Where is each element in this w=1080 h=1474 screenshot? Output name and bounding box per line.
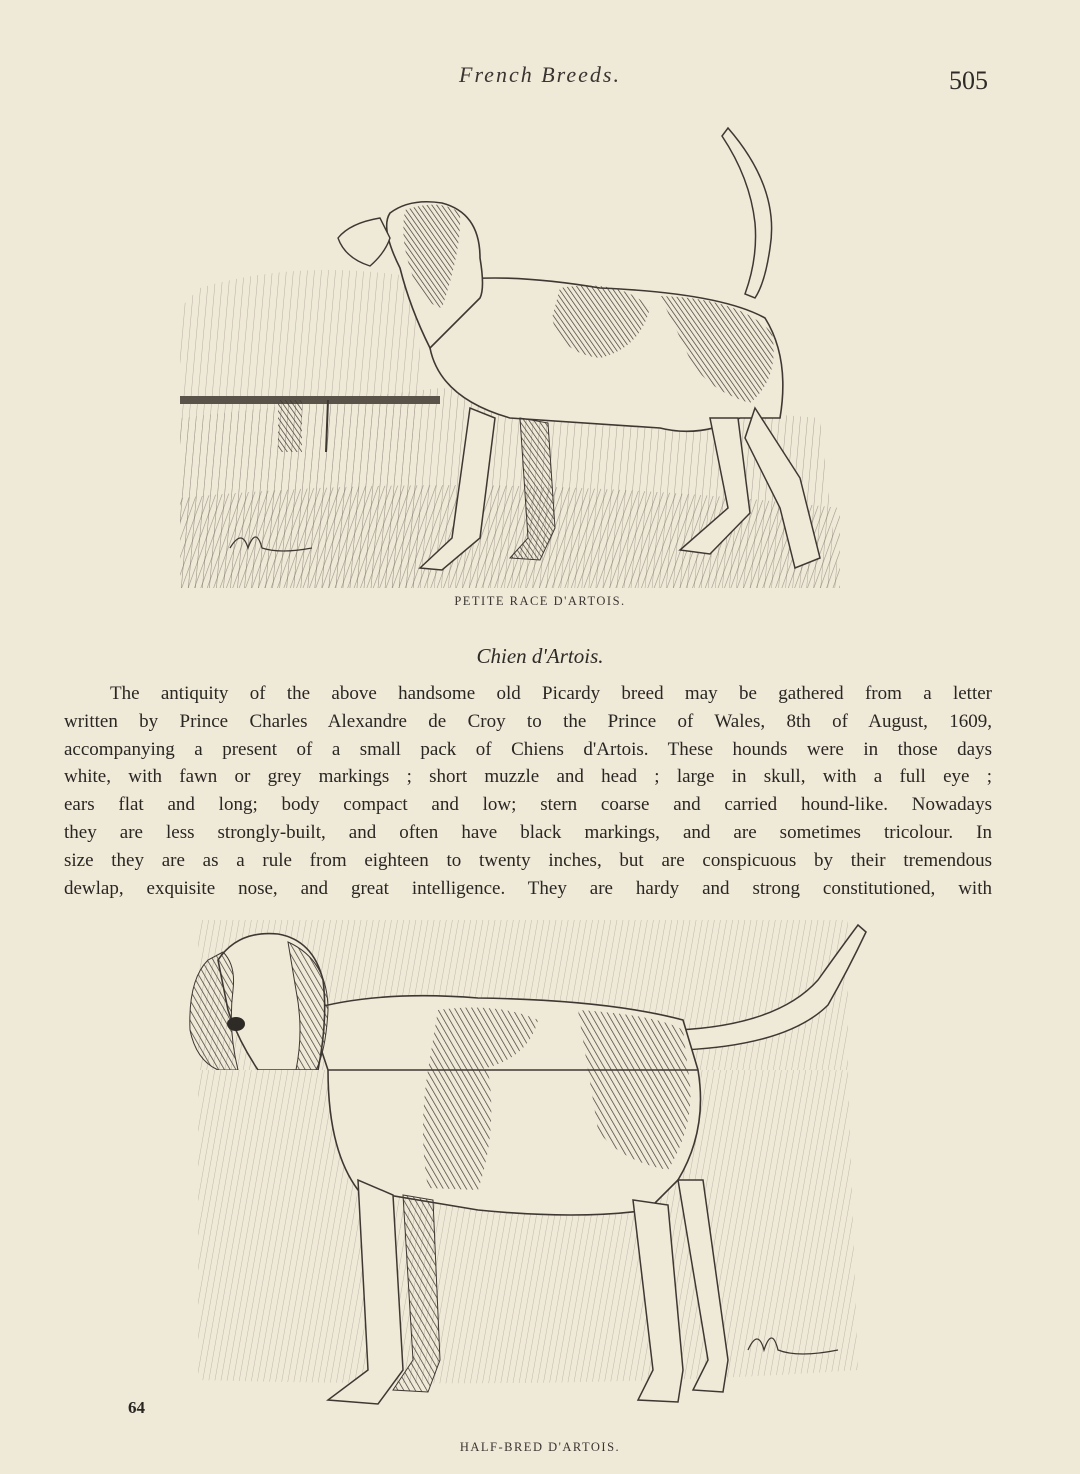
signature-mark: 64: [128, 1398, 145, 1417]
text-line: The antiquity of the above handsome old Picardy breed may be gathered from a letter: [110, 683, 992, 704]
plate-caption-top: PETITE RACE D'ARTOIS.: [454, 594, 626, 608]
text-line: white, with fawn or grey markings ; short muzzle and head ; large in skull, with a full eye ;: [64, 766, 992, 788]
text-line: size they are as a rule from eighteen to twenty inches, but are conspicuous by their tremendous: [64, 849, 992, 871]
body-paragraph: [64, 680, 992, 902]
section-heading: Chien d'Artois.: [476, 644, 604, 668]
page-number: 505: [949, 66, 988, 95]
engraving-petite-race-dartois: [180, 118, 840, 588]
text-line: dewlap, exquisite nose, and great intelligence. They are hardy and strong constitutioned, with: [64, 877, 992, 899]
running-head: French Breeds.: [459, 62, 621, 87]
text-line: accompanying a present of a small pack of Chiens d'Artois. These hounds were in those days: [64, 738, 992, 760]
text-line: ears flat and long; body compact and low; stern coarse and carried hound-like. Nowadays: [64, 794, 992, 816]
text-line: written by Prince Charles Alexandre de Croy to the Prince of Wales, 8th of August, 1609,: [64, 710, 992, 732]
text-line: they are less strongly-built, and often have black markings, and are sometimes tricolour. In: [64, 821, 992, 843]
hound-illustration-bottom-lower: [178, 1070, 868, 1430]
plate-caption-bottom: HALF-BRED D'ARTOIS.: [459, 1440, 621, 1454]
hound-illustration-top: [180, 118, 840, 588]
engraving-half-bred-dartois-lower: [178, 1070, 868, 1430]
engraving-half-bred-dartois: [178, 920, 868, 1070]
hound-illustration-bottom: [178, 920, 868, 1070]
